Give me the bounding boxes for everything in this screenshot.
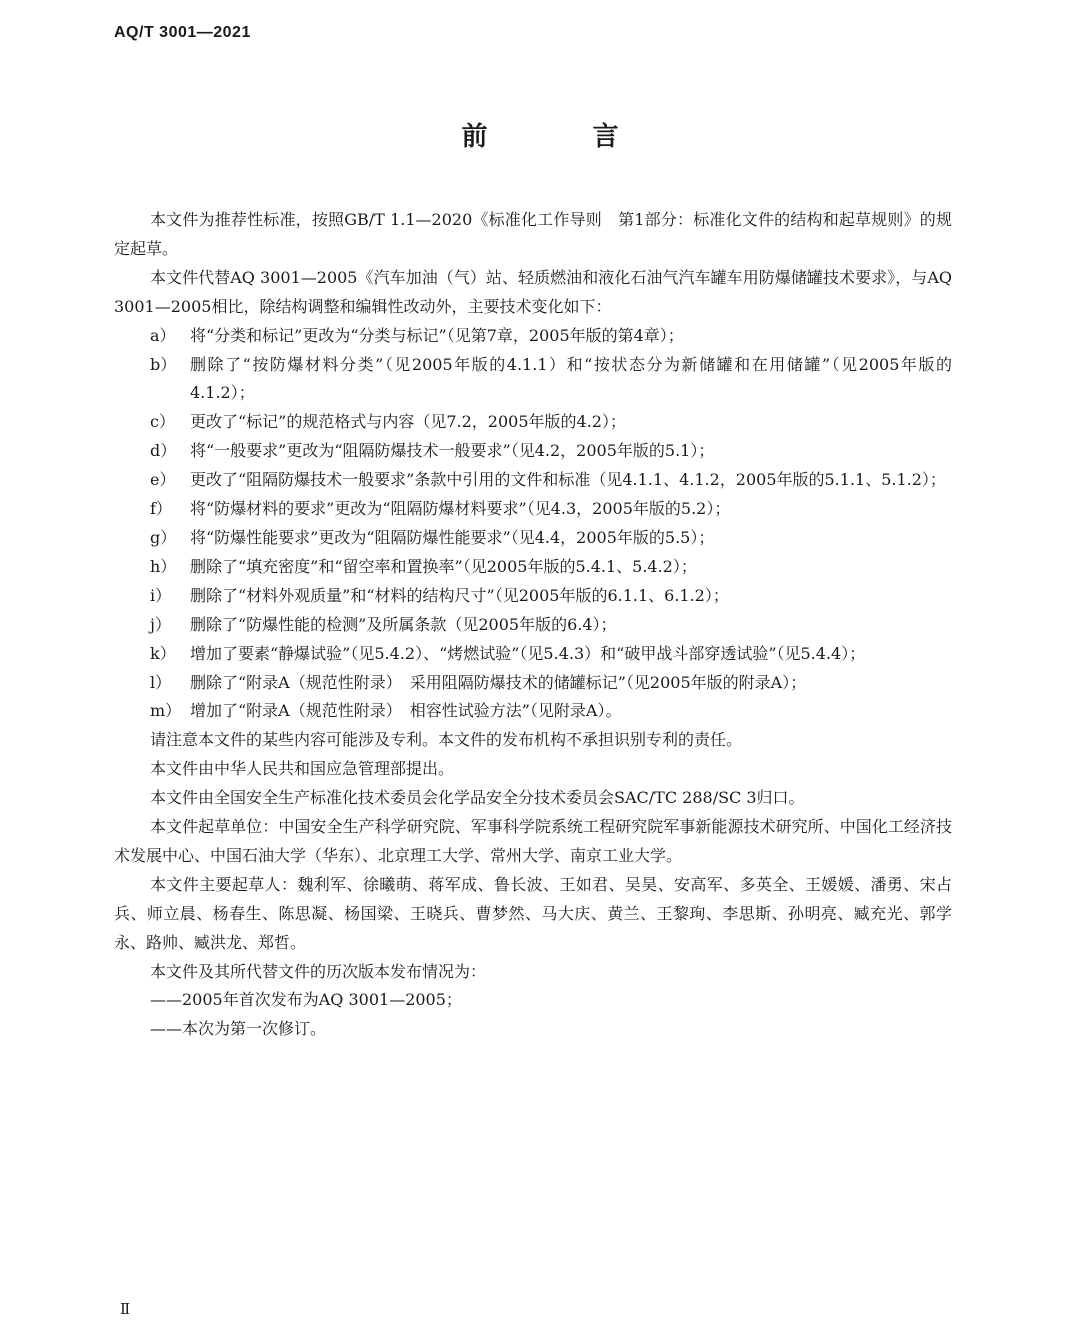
paragraph-patent-notice: 请注意本文件的某些内容可能涉及专利。本文件的发布机构不承担识别专利的责任。 (150, 730, 743, 750)
list-text: 将“一般要求”更改为“阻隔防爆技术一般要求”（见4.2，2005年版的5.1）； (190, 441, 715, 461)
list-marker: j） (150, 614, 171, 634)
list-text: 增加了要素“静爆试验”（见5.4.2）、“烤燃试验”（见5.4.3）和“破甲战斗部穿透试验”（见5.4.4）； (190, 643, 866, 663)
list-text: 将“分类和标记”更改为“分类与标记”（见第7章，2005年版的第4章）； (190, 325, 684, 345)
standard-code: AQ/T 3001—2021 (114, 24, 251, 41)
list-marker: l） (150, 672, 172, 692)
list-marker: e） (150, 470, 176, 490)
page-number: Ⅱ (120, 1300, 131, 1318)
list-item (150, 466, 952, 495)
list-item (150, 582, 952, 611)
paragraph-replacement: 本文件代替AQ 3001—2005《汽车加油（气）站、轻质燃油和液化石油气汽车罐车用防爆储罐技术要求》，与AQ 3001—2005相比，除结构调整和编辑性改动外，主要技术变化如下： (114, 267, 952, 316)
list-marker: g） (150, 527, 177, 547)
list-item (150, 322, 952, 351)
changes-list (114, 322, 952, 727)
list-item (150, 611, 952, 640)
paragraph-history-intro: 本文件及其所代替文件的历次版本发布情况为： (150, 961, 487, 981)
list-text: 将“防爆性能要求”更改为“阻隔防爆性能要求”（见4.4，2005年版的5.5）； (190, 527, 715, 547)
list-marker: f） (150, 499, 172, 519)
paragraph-drafting-units: 本文件起草单位：中国安全生产科学研究院、军事科学院系统工程研究院军事新能源技术研究所、中国化工经济技术发展中心、中国石油大学（华东）、北京理工大学、常州大学、南京工业大学。 (114, 817, 952, 865)
list-text: 增加了“附录A（规范性附录） 相容性试验方法”（见附录A）。 (190, 701, 622, 721)
list-marker: i） (150, 585, 172, 605)
list-item (150, 437, 952, 466)
list-marker: a） (150, 325, 176, 345)
list-text: 删除了“附录A（规范性附录） 采用阻隔防爆技术的储罐标记”（见2005年版的附录A）； (190, 672, 807, 692)
page-title: 前 言 (461, 122, 667, 152)
paragraph-proposer: 本文件由中华人民共和国应急管理部提出。 (150, 759, 455, 779)
list-text: 删除了“材料外观质量”和“材料的结构尺寸”（见2005年版的6.1.1、6.1.2）； (190, 585, 729, 605)
history-item: ——本次为第一次修订。 (150, 1019, 327, 1039)
list-item (150, 524, 952, 553)
paragraph-standard-basis: 本文件为推荐性标准，按照GB/T 1.1—2020《标准化工作导则 第1部分：标准化文件的结构和起草规则》的规定起草。 (114, 210, 952, 258)
list-item (150, 553, 952, 582)
list-text: 将“防爆材料的要求”更改为“阻隔防爆材料要求”（见4.3，2005年版的5.2）； (190, 499, 731, 519)
history-list (114, 986, 952, 1044)
list-marker: k） (150, 643, 176, 663)
list-text: 更改了“阻隔防爆技术一般要求”条款中引用的文件和标准（见4.1.1、4.1.2，2005年版的5.1.1、5.1.2）； (190, 470, 946, 490)
list-item (150, 408, 952, 437)
list-marker: h） (150, 556, 177, 576)
list-text: 删除了“防爆性能的检测”及所属条款（见2005年版的6.4）； (190, 614, 617, 634)
list-marker: m） (150, 701, 182, 721)
list-marker: c） (150, 412, 175, 432)
list-item (150, 669, 952, 698)
list-item (150, 351, 952, 409)
foreword-body (114, 206, 952, 1044)
list-text: 删除了“按防爆材料分类”（见2005年版的4.1.1）和“按状态分为新储罐和在用储罐”（见2005年版的4.1.2）； (190, 354, 952, 403)
list-text: 更改了“标记”的规范格式与内容（见7.2，2005年版的4.2）； (190, 412, 626, 432)
list-item (150, 495, 952, 524)
list-text: 删除了“填充密度”和“留空率和置换率”（见2005年版的5.4.1、5.4.2）； (190, 556, 697, 576)
list-item (150, 697, 952, 726)
paragraph-centralized: 本文件由全国安全生产标准化技术委员会化学品安全分技术委员会SAC/TC 288/SC 3归口。 (150, 788, 805, 808)
list-marker: b） (150, 354, 177, 374)
list-marker: d） (150, 441, 177, 461)
history-item: ——2005年首次发布为AQ 3001—2005； (150, 990, 462, 1010)
paragraph-drafters: 本文件主要起草人：魏利军、徐曦萌、蒋军成、鲁长波、王如君、吴昊、安高军、多英全、王媛媛、潘勇、宋占兵、师立晨、杨春生、陈思凝、杨国梁、王晓兵、曹梦然、马大庆、黄兰、王黎珣、李思斯、孙明亮、臧充光、郭学永、路帅、臧洪龙、郑哲。 (114, 874, 952, 952)
list-item (150, 640, 952, 669)
